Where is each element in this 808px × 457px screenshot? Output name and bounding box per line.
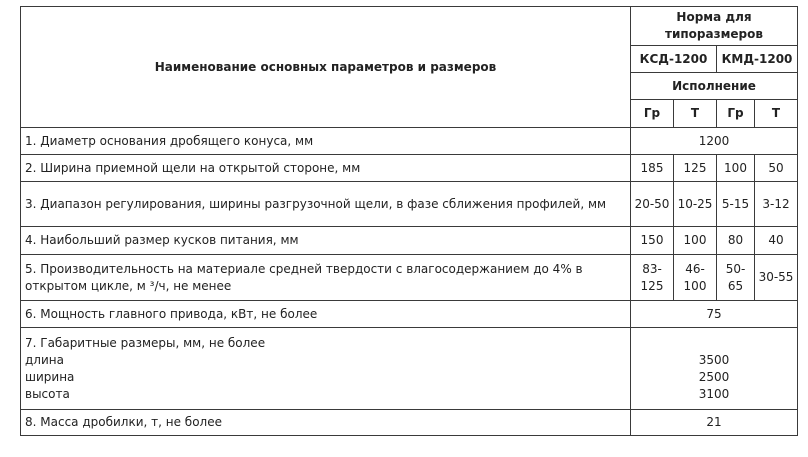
header-exec-type: Гр	[631, 100, 674, 128]
row-name: 5. Производительность на материале средней твердости с влагосодержанием до 4% в открытом цикле, м ³/ч, не менее	[21, 255, 631, 301]
row-value: 40	[755, 227, 798, 255]
row-value-spacer	[633, 335, 795, 352]
header-execution: Исполнение	[631, 73, 798, 100]
row-value: 50	[755, 155, 798, 182]
row-value: 30-55	[755, 255, 798, 301]
header-exec-type: Т	[674, 100, 717, 128]
row-name: 2. Ширина приемной щели на открытой стороне, мм	[21, 155, 631, 182]
header-exec-type: Т	[755, 100, 798, 128]
header-parameter-name: Наименование основных параметров и размеров	[21, 7, 631, 128]
sub-label-width: ширина	[25, 369, 75, 384]
row-value: 75	[631, 301, 798, 328]
row-value: 2500	[698, 369, 730, 384]
row-value: 3100	[698, 386, 730, 401]
table-row	[21, 301, 798, 328]
row-value: 100	[674, 227, 717, 255]
row-name: 8. Масса дробилки, т, не более	[21, 410, 631, 436]
sub-label-length: длина	[25, 352, 64, 367]
row-value: 5-15	[717, 182, 755, 227]
spec-table	[20, 6, 798, 436]
header-row-norm	[21, 7, 798, 46]
row-value: 3-12	[755, 182, 798, 227]
row-value: 150	[631, 227, 674, 255]
row-value: 3500	[698, 352, 730, 367]
row-value: 185	[631, 155, 674, 182]
row-name: 1. Диаметр основания дробящего конуса, мм	[21, 128, 631, 155]
row-value: 100	[717, 155, 755, 182]
row-value: 50-65	[717, 255, 755, 301]
row-value: 83-125	[631, 255, 674, 301]
header-model-ksd: КСД-1200	[631, 46, 717, 73]
row-name: 3. Диапазон регулирования, ширины разгрузочной щели, в фазе сближения профилей, мм	[21, 182, 631, 227]
table-row	[21, 255, 798, 301]
row-value: 1200	[631, 128, 798, 155]
row-name: 6. Мощность главного привода, кВт, не более	[21, 301, 631, 328]
row-value: 125	[674, 155, 717, 182]
table-row	[21, 410, 798, 436]
sub-label-height: высота	[25, 386, 70, 401]
row-value: 46-100	[674, 255, 717, 301]
header-norm: Норма для типоразмеров	[631, 7, 798, 46]
row-name: 7. Габаритные размеры, мм, не более	[25, 335, 266, 350]
table-row	[21, 128, 798, 155]
table-row	[21, 182, 798, 227]
row-value: 10-25	[674, 182, 717, 227]
row-value-dimensions	[631, 328, 798, 410]
row-value: 20-50	[631, 182, 674, 227]
table-row	[21, 155, 798, 182]
spec-table-wrapper	[20, 6, 798, 436]
row-name: 4. Наибольший размер кусков питания, мм	[21, 227, 631, 255]
row-value: 80	[717, 227, 755, 255]
row-value: 21	[631, 410, 798, 436]
header-model-kmd: КМД-1200	[717, 46, 798, 73]
table-row	[21, 328, 798, 410]
table-row	[21, 227, 798, 255]
header-exec-type: Гр	[717, 100, 755, 128]
row-name-dimensions	[21, 328, 631, 410]
